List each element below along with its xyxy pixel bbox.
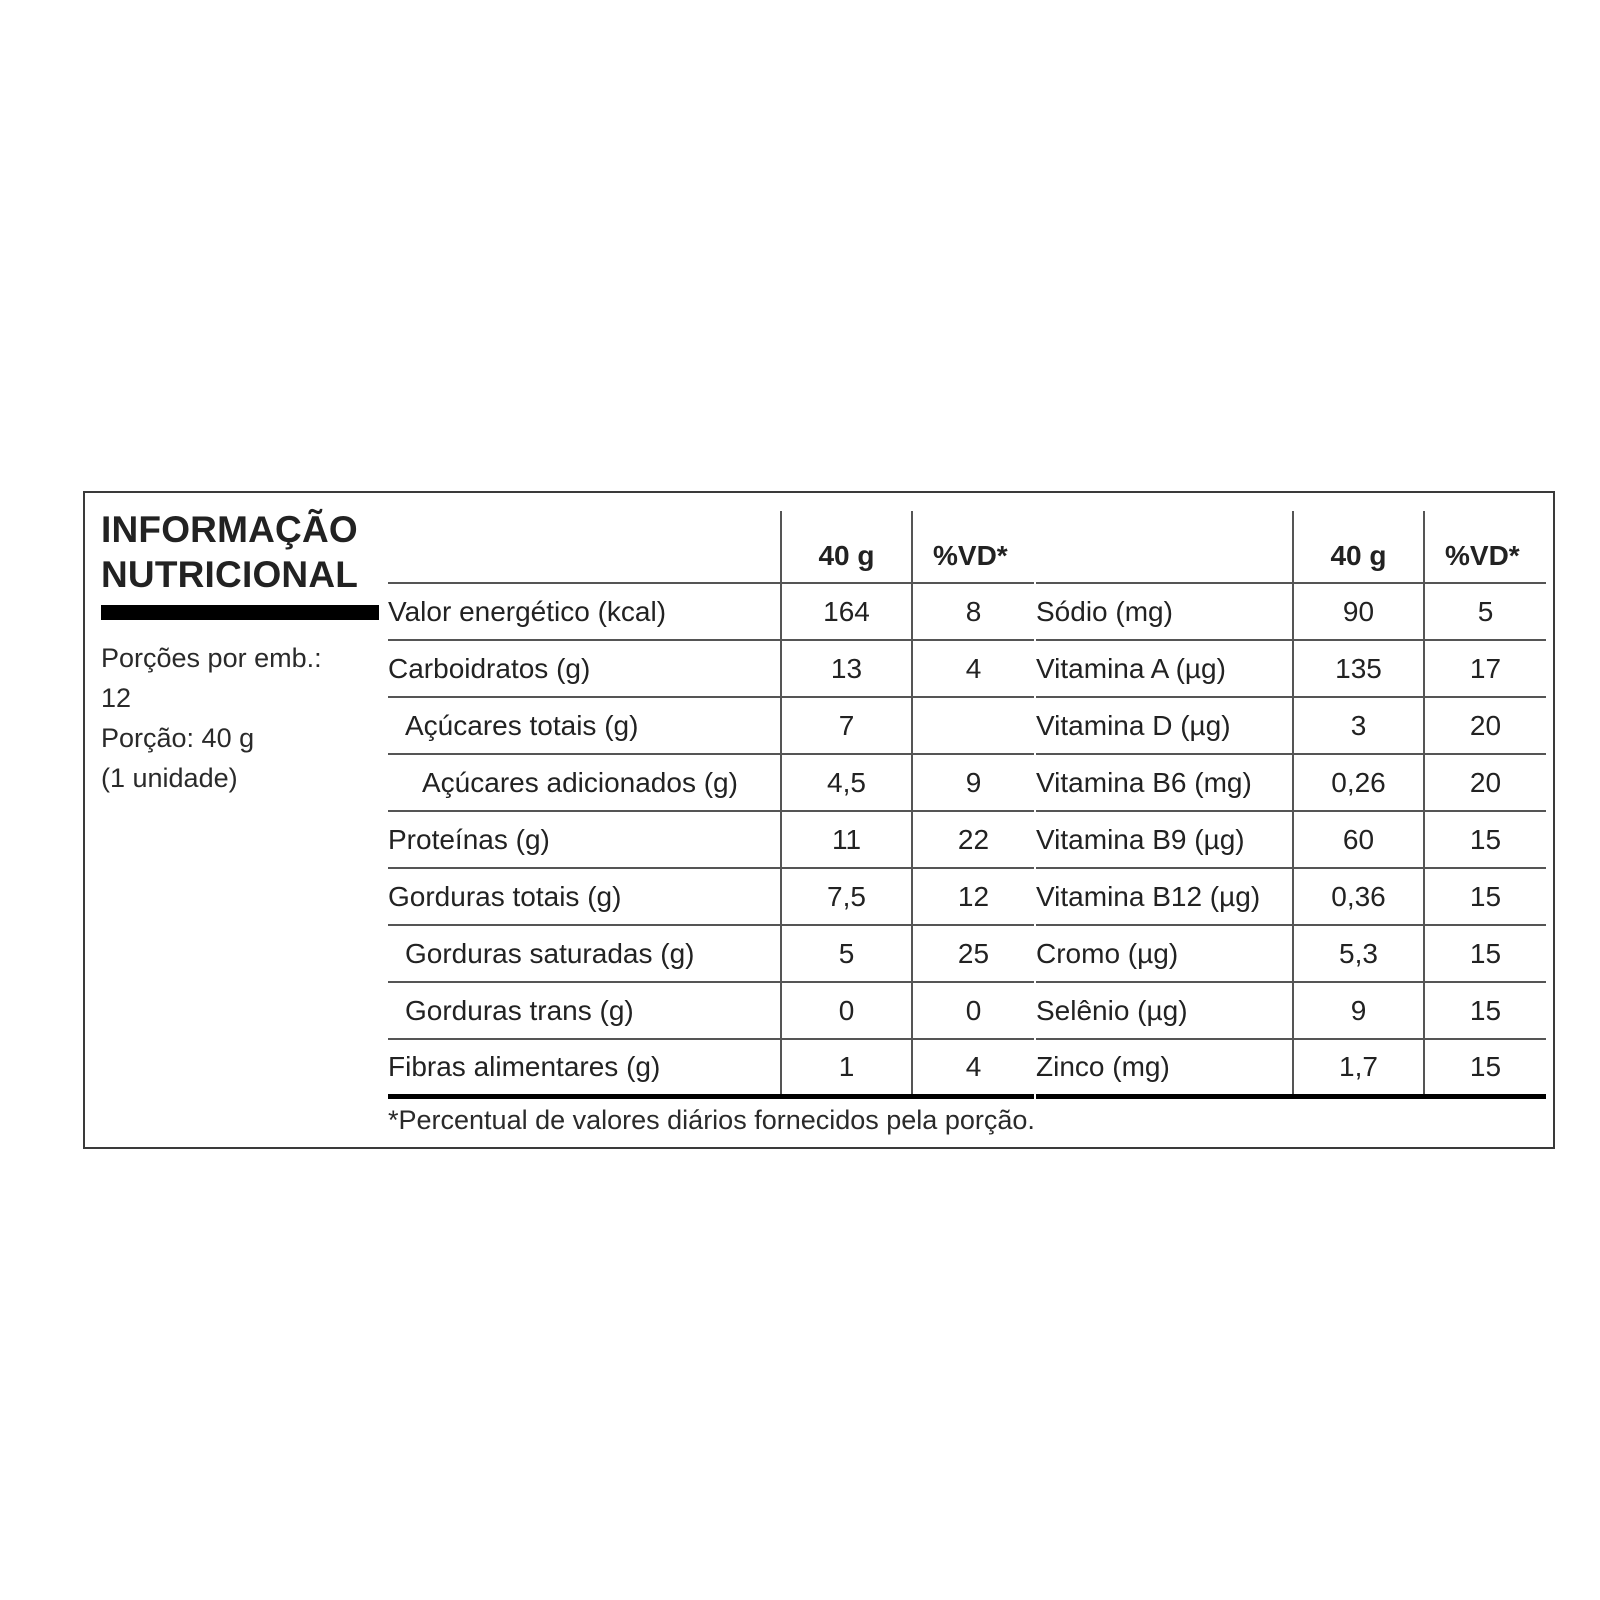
nutrient-name: Vitamina D (µg)	[1036, 697, 1293, 754]
nutrient-name: Zinco (mg)	[1036, 1039, 1293, 1096]
table-row	[388, 811, 1034, 868]
table-row	[1036, 697, 1546, 754]
nutrients-table-right	[1036, 511, 1546, 1099]
portion-size: Porção: 40 g	[101, 723, 255, 753]
nutrient-name: Gorduras saturadas (g)	[388, 925, 781, 982]
nutrient-daily-value: 0	[912, 982, 1034, 1039]
nutrient-name: Açúcares adicionados (g)	[388, 754, 781, 811]
nutrient-name: Proteínas (g)	[388, 811, 781, 868]
nutrient-daily-value: 15	[1424, 925, 1546, 982]
table-row	[1036, 982, 1546, 1039]
nutrient-name: Fibras alimentares (g)	[388, 1039, 781, 1096]
nutrient-quantity: 0,26	[1293, 754, 1424, 811]
servings-per-package-label: Porções por emb.:	[101, 643, 322, 673]
nutrient-quantity: 0,36	[1293, 868, 1424, 925]
nutrient-quantity: 0	[781, 982, 912, 1039]
title-divider-bar	[101, 605, 379, 620]
nutrient-name: Gorduras trans (g)	[388, 982, 781, 1039]
table-header-row	[1036, 511, 1546, 583]
table-row	[1036, 811, 1546, 868]
nutrient-quantity: 7,5	[781, 868, 912, 925]
nutrient-daily-value: 15	[1424, 1039, 1546, 1096]
table-row	[388, 697, 1034, 754]
nutrient-quantity: 13	[781, 640, 912, 697]
nutrient-daily-value: 5	[1424, 583, 1546, 640]
header-nutrient	[1036, 511, 1293, 583]
nutrient-name: Cromo (µg)	[1036, 925, 1293, 982]
nutrient-daily-value: 15	[1424, 868, 1546, 925]
nutrient-quantity: 1,7	[1293, 1039, 1424, 1096]
table-row	[1036, 1039, 1546, 1096]
nutrient-quantity: 5	[781, 925, 912, 982]
nutrient-daily-value: 22	[912, 811, 1034, 868]
table-row	[1036, 754, 1546, 811]
nutrient-name: Açúcares totais (g)	[388, 697, 781, 754]
nutrient-daily-value: 8	[912, 583, 1034, 640]
header-quantity: 40 g	[781, 511, 912, 583]
table-row	[388, 925, 1034, 982]
nutrient-quantity: 3	[1293, 697, 1424, 754]
header-quantity: 40 g	[1293, 511, 1424, 583]
servings-per-package-value: 12	[101, 683, 132, 713]
nutrient-name: Carboidratos (g)	[388, 640, 781, 697]
nutrient-name: Valor energético (kcal)	[388, 583, 781, 640]
nutrient-daily-value: 4	[912, 640, 1034, 697]
table-row	[1036, 868, 1546, 925]
nutrient-quantity: 7	[781, 697, 912, 754]
nutrient-quantity: 60	[1293, 811, 1424, 868]
table-row	[388, 754, 1034, 811]
nutrition-title	[101, 507, 358, 597]
nutrient-daily-value: 25	[912, 925, 1034, 982]
table-row	[388, 868, 1034, 925]
nutrient-quantity: 9	[1293, 982, 1424, 1039]
nutrients-table-left	[388, 511, 1034, 1099]
nutrient-daily-value	[912, 697, 1034, 754]
nutrient-daily-value: 17	[1424, 640, 1546, 697]
table-row	[1036, 925, 1546, 982]
nutrient-name: Vitamina A (µg)	[1036, 640, 1293, 697]
header-daily-value: %VD*	[1424, 511, 1546, 583]
nutrient-name: Gorduras totais (g)	[388, 868, 781, 925]
header-nutrient	[388, 511, 781, 583]
nutrient-quantity: 135	[1293, 640, 1424, 697]
nutrient-quantity: 11	[781, 811, 912, 868]
table-row	[388, 583, 1034, 640]
table-row	[1036, 583, 1546, 640]
table-row	[388, 640, 1034, 697]
servings-info	[101, 638, 371, 798]
nutrient-quantity: 90	[1293, 583, 1424, 640]
nutrient-daily-value: 4	[912, 1039, 1034, 1096]
nutrient-daily-value: 15	[1424, 982, 1546, 1039]
table-row	[388, 982, 1034, 1039]
table-row	[1036, 640, 1546, 697]
nutrient-quantity: 1	[781, 1039, 912, 1096]
title-line-2: NUTRICIONAL	[101, 554, 359, 595]
portion-unit: (1 unidade)	[101, 763, 238, 793]
nutrient-name: Vitamina B9 (µg)	[1036, 811, 1293, 868]
header-daily-value: %VD*	[912, 511, 1034, 583]
nutrient-daily-value: 15	[1424, 811, 1546, 868]
title-line-1: INFORMAÇÃO	[101, 509, 358, 550]
nutrition-facts-label	[83, 491, 1555, 1149]
nutrient-name: Vitamina B6 (mg)	[1036, 754, 1293, 811]
nutrient-name: Sódio (mg)	[1036, 583, 1293, 640]
nutrient-quantity: 4,5	[781, 754, 912, 811]
table-header-row	[388, 511, 1034, 583]
nutrient-name: Selênio (µg)	[1036, 982, 1293, 1039]
nutrient-daily-value: 9	[912, 754, 1034, 811]
nutrient-daily-value: 20	[1424, 754, 1546, 811]
footnote: *Percentual de valores diários fornecidos pela porção.	[388, 1105, 1035, 1135]
table-row	[388, 1039, 1034, 1096]
nutrient-quantity: 5,3	[1293, 925, 1424, 982]
nutrient-daily-value: 20	[1424, 697, 1546, 754]
nutrient-daily-value: 12	[912, 868, 1034, 925]
nutrient-name: Vitamina B12 (µg)	[1036, 868, 1293, 925]
nutrient-quantity: 164	[781, 583, 912, 640]
